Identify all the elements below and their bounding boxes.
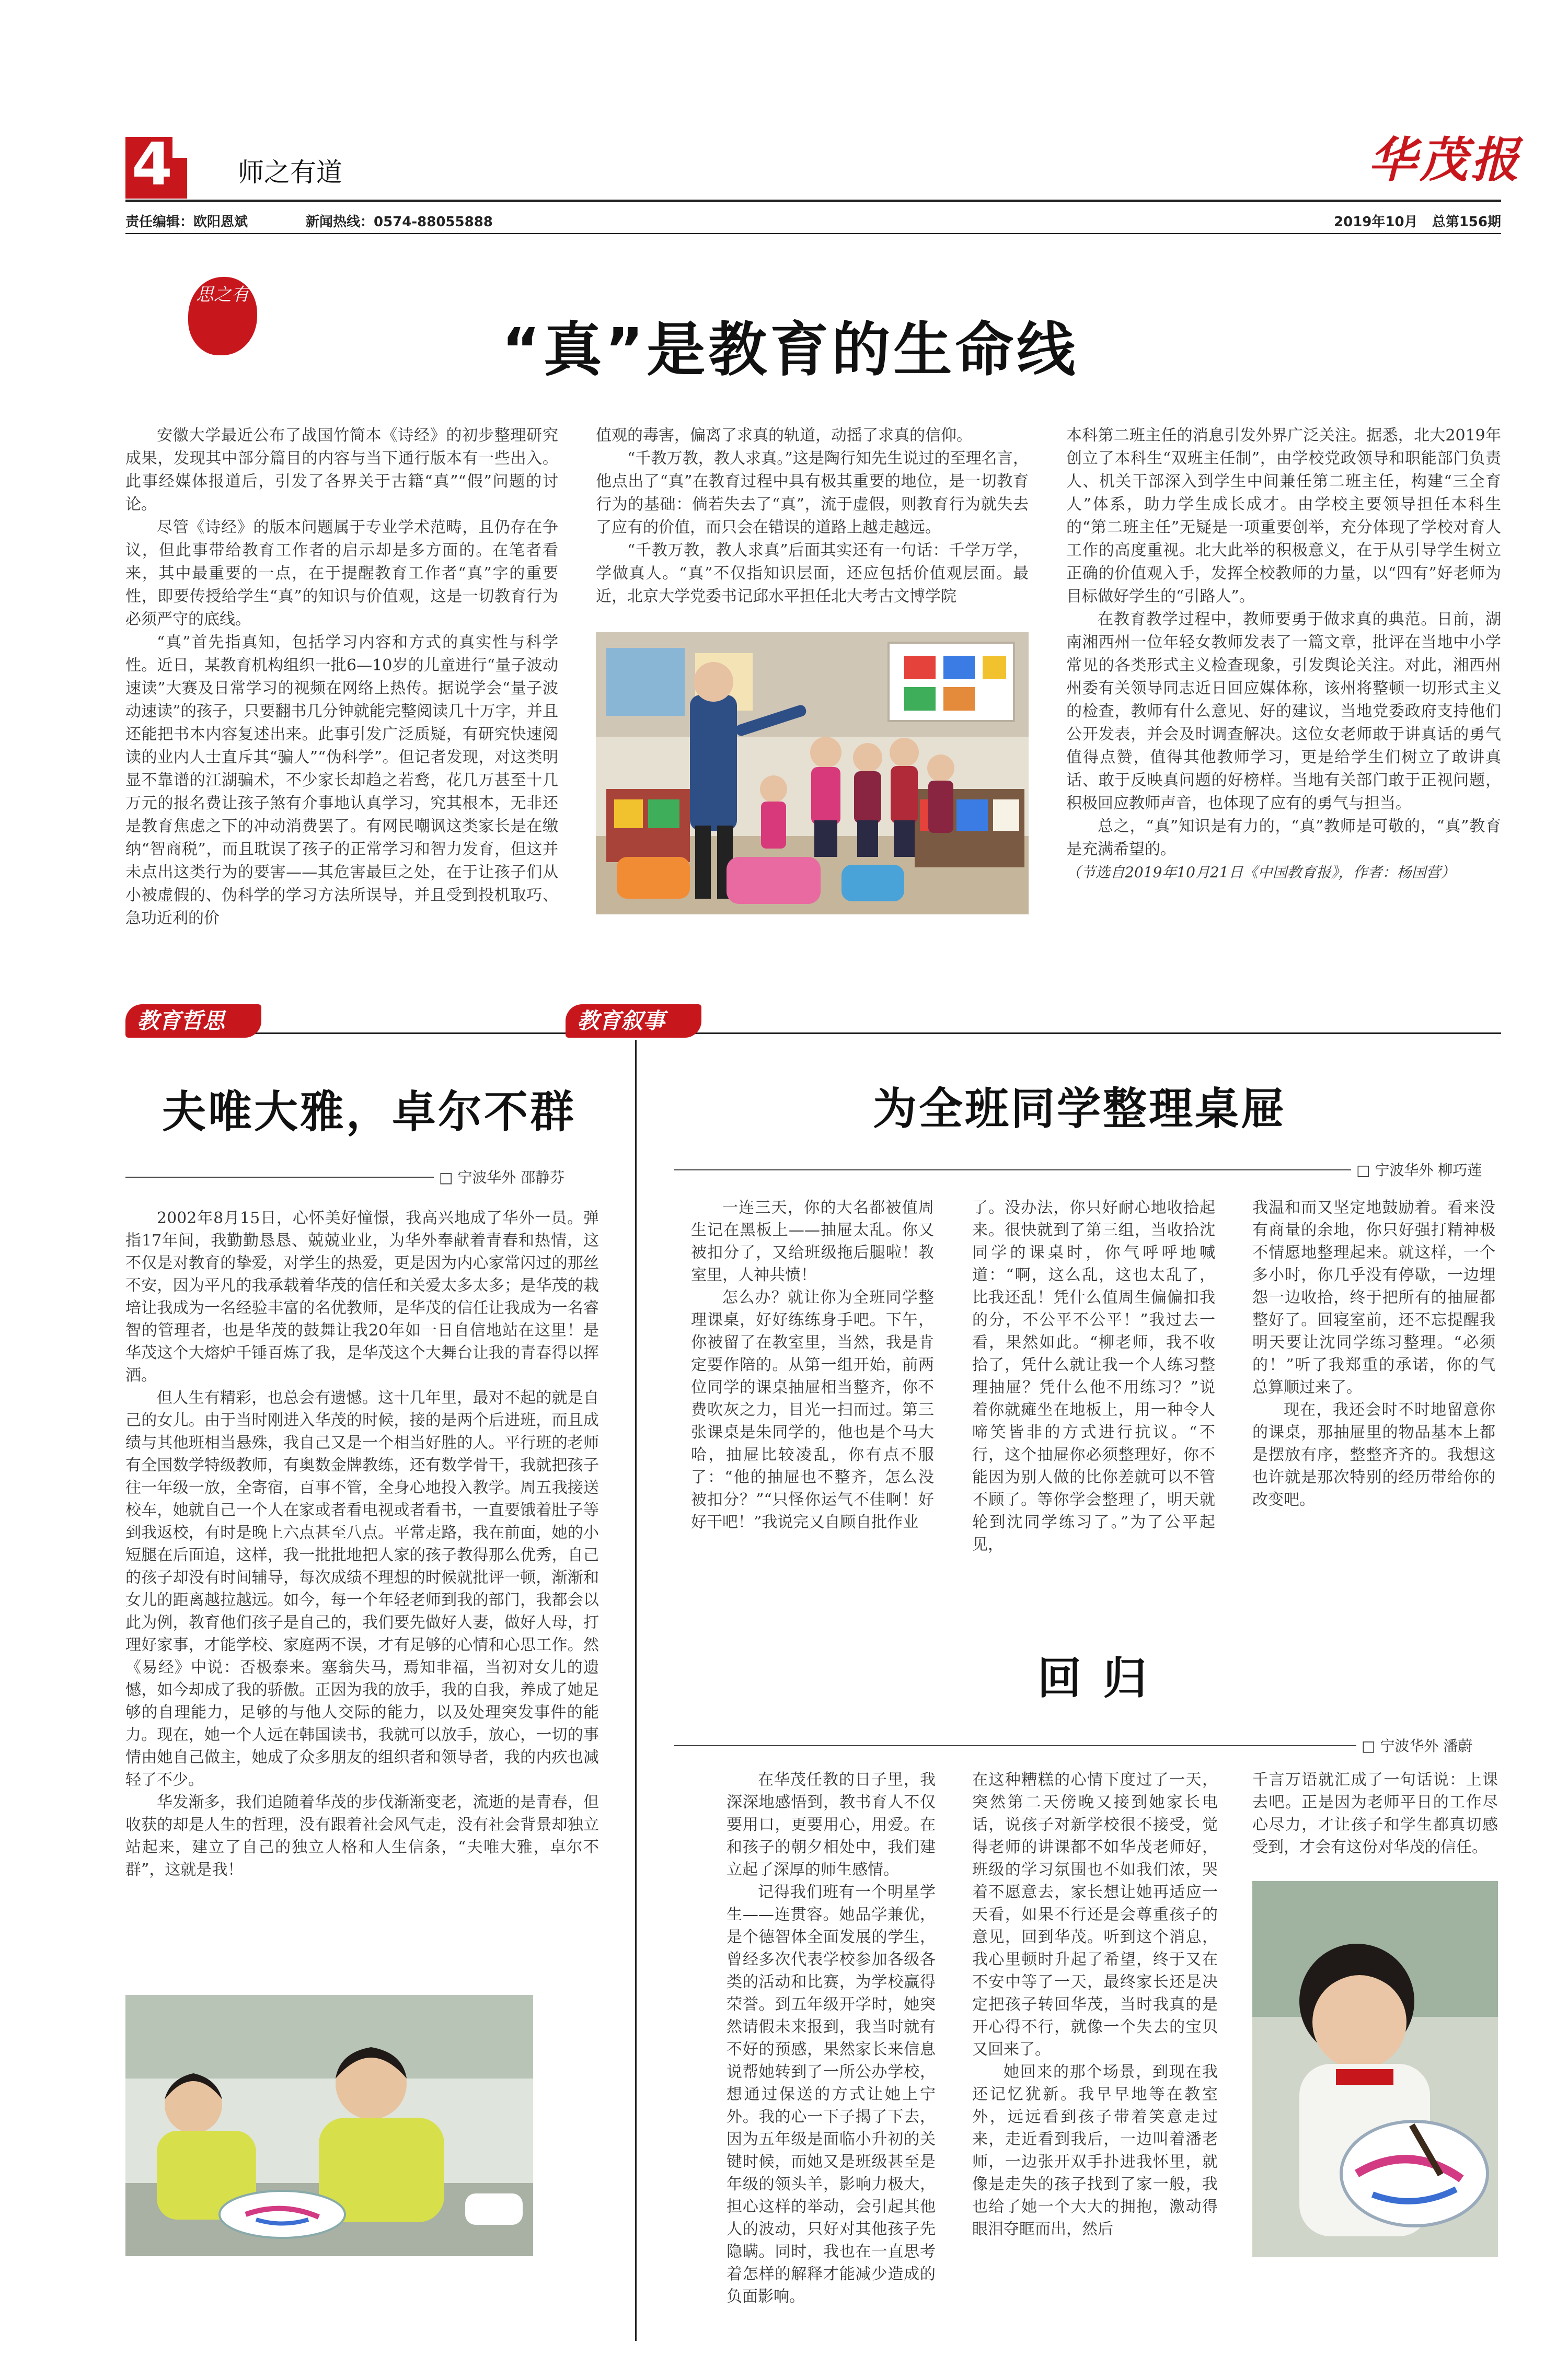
article2-title: 夫唯大雅，卓尔不群 [162, 1086, 577, 1137]
girl-painting-photo-art [1252, 1881, 1498, 2257]
page-number-block [125, 131, 187, 199]
article4-paragraph: 在这种糟糕的心情下度过了一天，突然第二天傍晚又接到她家长电话，说孩子对新学校很不接受，觉得老师的讲课都不如华茂老师好，班级的学习氛围也不如我们浓，哭着不愿意去，家长想让她再适应一天看，如果不行还是会尊重孩子的意见，回到华茂。听到这个消息，我心里顿时升起了希望，终于又在不安中等了一天，最终家长还是决定把孩子转回华茂，当时我真的是开心得不行，就像一个失去的宝贝又回来了。 [972, 1771, 1218, 2059]
article4-paragraph: 记得我们班有一个明星学生——连贯容。她品学兼优，是个德智体全面发展的学生，曾经多次代表学校参加各级各类的活动和比赛，为学校赢得荣誉。到五年级开学时，她突然请假未来报到，我当时就有不好的预感，果然家长来信息说帮她转到了一所公办学校，想通过保送的方式让她上宁外。我的心一下子揭了下去，因为五年级是面临小升初的关键时候，而她又是班级甚至是年级的领头羊，影响力极大，担心这样的举动，会引起其他人的波动，只好对其他孩子先隐瞒。同时，我也在一直思考着怎样的解释才能减少造成的负面影响。 [727, 1883, 936, 2306]
article3-tag-label: 教育叙事 [577, 1008, 665, 1034]
article4-paragraph: 在华茂任教的日子里，我深深地感悟到，教书育人不仅要用口，更要用心，用爱。在和孩子的朝夕相处中，我们建立起了深厚的师生感情。 [727, 1771, 936, 1879]
article1-source: （节选自2019年10月21日《中国教育报》，作者：杨国营） [1066, 864, 1456, 881]
article2-paragraph: 但人生有精彩，也总会有遗憾。这十几年里，最对不起的就是自己的女儿。由于当时刚进入华茂的时候，接的是两个后进班，而且成绩与其他班相当悬殊，我自己又是一个相当好胜的人。平行班的老师有全国数学特级教师，有奥数金牌教练，还有数学骨干，我就把孩子往一年级一放，全寄宿，百事不管，全身心地投入教学。周五我接送校车，她就自己一个人在家或者看电视或者看书，一直要饿着肚子等到我返校，有时是晚上六点甚至八点。平常走路，我在前面，她的小短腿在后面追，这样，我一批批地把人家的孩子教得那么优秀，自己的孩子却没有时间辅导，每次成绩不理想的时候就批评一顿，渐渐和女儿的距离越拉越远。如今，每一个年轻老师到我的部门，我都会以此为例，教育他们孩子是自己的，我们要先做好人妻，做好人母，打理好家事，才能学校、家庭两不误，才有足够的心情和心思工作。然《易经》中说：否极泰来。塞翁失马，焉知非福，当初对女儿的遗憾，如今却成了我的骄傲。正因为我的放手，我的自我，养成了她足够的自理能力，足够的与他人交际的能力，以及处理突发事件的能力。现在，她一个人远在韩国读书，我就可以放手，放心，一切的事情由她自己做主，她成了众多朋友的组织者和领导者，我的内疚也减轻了不少。 [125, 1389, 599, 1789]
classroom-photo-art [596, 632, 1029, 914]
date-issue: 2019年10月 总第156期 [1334, 214, 1501, 230]
article1-column-2 [596, 424, 1029, 608]
article2-tag-label: 教育哲思 [137, 1008, 225, 1034]
article1-title: “真”是教育的生命线 [502, 316, 1079, 384]
article4-byline-rule [674, 1745, 1356, 1746]
article3-paragraph: 我温和而又坚定地鼓励着。看来没有商量的余地，你只好强打精神极不情愿地整理起来。就这样，一个多小时，你几乎没有停歇，一边埋怨一边收拾，终于把所有的抽屉都整好了。回寝室前，还不忘提醒我明天要让沈同学练习整理。“必须的！”听了我郑重的承诺，你的气总算顺过来了。 [1252, 1199, 1495, 1397]
article1-paragraph: 总之，“真”知识是有力的，“真”教师是可敬的，“真”教育是充满希望的。 [1066, 817, 1501, 858]
article1-paragraph: “千教万教，教人求真”后面其实还有一句话：千学万学，学做真人。“真”不仅指知识层面，还应包括价值观层面。最近，北京大学党委书记邱水平担任北大考古文博学院 [596, 541, 1029, 606]
girl-painting-photo [1252, 1881, 1498, 2257]
header-rule-top [125, 200, 1501, 202]
article3-byline-rule [674, 1169, 1351, 1170]
seal-text: 思之有 [196, 284, 249, 305]
article1-paragraph: 安徽大学最近公布了战国竹简本《诗经》的初步整理研究成果，发现其中部分篇目的内容与当下通行版本有一些出入。此事经媒体报道后，引发了各界关于古籍“真”“假”问题的讨论。 [125, 426, 558, 514]
article4-column-3 [1252, 1769, 1498, 1859]
seal-stamp [188, 277, 257, 355]
section-divider [125, 1032, 1501, 1034]
classroom-photo [596, 632, 1029, 914]
article3-tag [566, 1004, 701, 1038]
article1-paragraph: 在教育教学过程中，教师要勇于做求真的典范。日前，湖南湘西州一位年轻女教师发表了一篇文章，批评在当地中小学常见的各类形式主义检查现象，引发舆论关注。对此，湘西州州委有关领导同志近日回应媒体称，该州将整顿一切形式主义的检查，教师有什么意见、好的建议，当地党委政府支持他们公开发表，并会及时调查解决。这位女老师敢于讲真话的勇气值得点赞，值得其他教师学习，更是给学生们树立了敢讲真话、敢于反映真问题的好榜样。当地有关部门敢于正视问题，积极回应教师声音，也体现了应有的勇气与担当。 [1066, 610, 1501, 812]
header-rule-bottom [125, 233, 1501, 234]
article3-paragraph: 现在，我还会时不时地留意你的课桌，那抽屉里的物品基本上都是摆放有序，整整齐齐的。我想这也许就是那次特别的经历带给你的改变吧。 [1252, 1401, 1495, 1509]
news-hotline: 新闻热线：0574-88055888 [306, 214, 493, 230]
article4-column-1 [727, 1769, 936, 2308]
article1-paragraph: “真”首先指真知，包括学习内容和方式的真实性与科学性。近日，某教育机构组织一批6—10岁的儿童进行“量子波动速读”大赛及日常学习的视频在网络上热传。据说学会“量子波动速读”的孩子，只要翻书几分钟就能完整阅读几十万字，并且还能把书本内容复述出来。此事引发广泛质疑，有研究快速阅读的业内人士直斥其“骗人”“伪科学”。但记者发现，对这类明显不靠谱的江湖骗术，不少家长却趋之若鹜，花几万甚至十几万元的报名费让孩子煞有介事地认真学习，究其根本，无非还是教育焦虑之下的冲动消费罢了。有网民嘲讽这类家长是在缴纳“智商税”，而且耽误了孩子的正常学习和智力发育，但这并未点出这类行为的要害——其危害最巨之处，在于让孩子们从小被虚假的、伪科学的学习方法所误导，并且受到投机取巧、急功近利的价 [125, 633, 558, 927]
article3-paragraph: 了。没办法，你只好耐心地收拾起来。很快就到了第三组，当收拾沈同学的课桌时，你气呼呼地喊道：“啊，这么乱，这也太乱了，比我还乱！凭什么值周生偏偏扣我的分，不公平不公平！”我过去一看，果然如此。“柳老师，我不收拾了，凭什么就让我一个人练习整理抽屉？凭什么他不用练习？”说着你就瘫坐在地板上，用一种令人啼笑皆非的方式进行抗议。“不行，这个抽屉你必须整理好，你不能因为别人做的比你差就可以不管不顾了。等你学会整理了，明天就轮到沈同学练习了。”为了公平起见， [972, 1199, 1215, 1554]
article1-paragraph: 尽管《诗经》的版本问题属于专业学术范畴，且仍存在争议，但此事带给教育工作者的启示却是多方面的。在笔者看来，其中最重要的一点，在于提醒教育工作者“真”字的重要性，即要传授给学生“真”的知识与价值观，这是一切教育行为必须严守的底线。 [125, 518, 558, 629]
article1-column-1 [125, 424, 558, 930]
article2-byline: □ 宁波华外 邵静芬 [439, 1169, 565, 1186]
article3-paragraph: 一连三天，你的大名都被值周生记在黑板上——抽屉太乱。你又被扣分了，又给班级拖后腿啦！教室里，人神共愤！ [691, 1199, 934, 1284]
article1-column-3 [1066, 424, 1501, 884]
column-divider-vertical [635, 1040, 637, 2341]
article2-body [125, 1207, 599, 1881]
article4-paragraph: 她回来的那个场景，到现在我还记忆犹新。我早早地等在教室外，远远看到孩子带着笑意走过来，走近看到我后，一边叫着潘老师，一边张开双手扑进我怀里，就像是走失的孩子找到了家一般，我也给了她一个大大的拥抱，激动得眼泪夺眶而出，然后 [972, 2063, 1218, 2238]
article4-column-2 [972, 1769, 1218, 2240]
article3-column-1 [691, 1197, 934, 1534]
page-number: 4 [132, 131, 172, 199]
article4-paragraph: 千言万语就汇成了一句话说：上课去吧。正是因为老师平日的工作尽心尽力，才让孩子和学生都真切感受到，才会有这份对华茂的信任。 [1252, 1771, 1498, 1856]
article2-byline-rule [125, 1177, 434, 1178]
article4-title: 回 归 [1037, 1653, 1150, 1704]
article3-title: 为全班同学整理桌屉 [873, 1083, 1287, 1134]
section-title: 师之有道 [238, 157, 342, 188]
article2-tag [125, 1004, 261, 1038]
children-painting-photo-art [125, 1995, 533, 2256]
masthead: 华茂报 [1368, 132, 1523, 188]
article1-paragraph: “千教万教，教人求真。”这是陶行知先生说过的至理名言，他点出了“真”在教育过程中具有极其重要的地位，是一切教育行为的基础：倘若失去了“真”，流于虚假，则教育行为就失去了应有的价值，而只会在错误的道路上越走越远。 [596, 449, 1029, 537]
article3-paragraph: 怎么办？就让你为全班同学整理课桌，好好练练身手吧。下午，你被留了在教室里，当然，我是肯定要作陪的。从第一组开始，前两位同学的课桌抽屉相当整齐，你不费吹灰之力，目光一扫而过。第三张课桌是朱同学的，他也是个马大哈，抽屉比较凌乱，你有点不服了：“他的抽屉也不整齐，怎么没被扣分？”“只怪你运气不佳啊！好好干吧！”我说完又自顾自批作业 [691, 1288, 934, 1531]
article3-column-3 [1252, 1197, 1495, 1511]
article2-paragraph: 2002年8月15日，心怀美好憧憬，我高兴地成了华外一员。弹指17年间，我勤勤恳恳、兢兢业业，为华外奉献着青春和热情，这不仅是对教育的挚爱，对学生的热爱，更是因为内心家常闪过的那丝不安，因为平凡的我承载着华茂的信任和关爱太多太多；是华茂的栽培让我成为一名经验丰富的名优教师，是华茂的信任让我成为一名睿智的管理者，也是华茂的鼓舞让我20年如一日自信地站在这里！是华茂这个大熔炉千锤百炼了我，是华茂这个大舞台让我的青春得以挥洒。 [125, 1209, 599, 1385]
article3-column-2 [972, 1197, 1215, 1556]
article1-paragraph: 值观的毒害，偏离了求真的轨道，动摇了求真的信仰。 [596, 426, 972, 445]
children-painting-photo [125, 1995, 533, 2256]
editor: 责任编辑：欧阳恩斌 [125, 214, 248, 230]
article3-byline: □ 宁波华外 柳巧莲 [1356, 1162, 1482, 1179]
article1-paragraph: 本科第二班主任的消息引发外界广泛关注。据悉，北大2019年创立了本科生“双班主任制”，由学校党政领导和职能部门负责人、机关干部深入到学生中间兼任第二班主任，构建“三全育人”体系，助力学生成长成才。由学校主要领导担任本科生的“第二班主任”无疑是一项重要创举，充分体现了学校对育人工作的高度重视。北大此举的积极意义，在于从引导学生树立正确的价值观入手，发挥全校教师的力量，以“四有”好老师为目标做好学生的“引路人”。 [1066, 426, 1501, 606]
article4-byline: □ 宁波华外 潘蔚 [1362, 1737, 1473, 1755]
article2-paragraph: 华发渐多，我们追随着华茂的步伐渐渐变老，流逝的是青春，但收获的却是人生的哲理，没有跟着社会风气走，没有社会背景却独立站起来，建立了自己的独立人格和人生信条，“夫唯大雅，卓尔不群”，这就是我！ [125, 1793, 599, 1879]
